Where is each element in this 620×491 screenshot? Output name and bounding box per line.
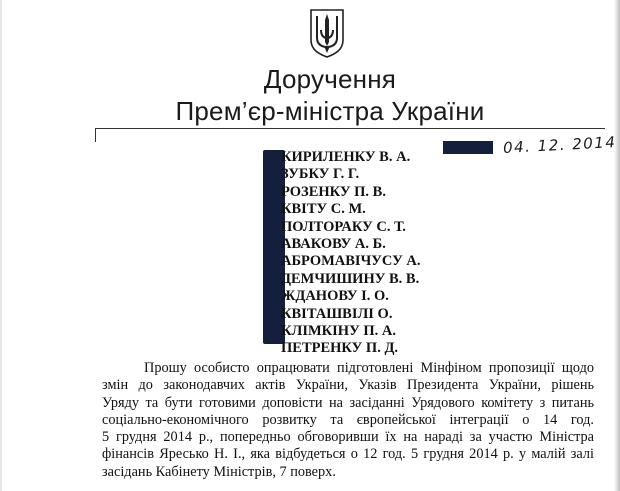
page-edge-left (0, 0, 2, 491)
header-rule (95, 128, 605, 129)
paragraph-line-3: Уряду та бути готовими доповісти на засіданні Урядового комітету з питань (102, 394, 594, 411)
addressee-10: КВІТАШВІЛІ О. (281, 305, 393, 322)
addressee-8: ДЕМЧИШИНУ В. В. (281, 270, 420, 287)
addressee-11: КЛІМКІНУ П. А. (281, 322, 396, 339)
addressee-3: РОЗЕНКУ П. В. (281, 183, 386, 200)
addressee-7: АБРОМАВІЧУСУ А. (281, 253, 421, 270)
addressee-9: ЖДАНОВУ І. О. (281, 288, 389, 305)
trident-emblem-icon (309, 8, 345, 58)
document-title-line-1: Доручення (263, 64, 397, 94)
addressee-list (281, 149, 421, 358)
addressee-6: АВАКОВУ А. Б. (281, 235, 386, 252)
paragraph-line-7: засідань Кабінету Міністрів, 7 поверх. (102, 463, 336, 480)
addressee-5: ПОЛТОРАКУ С. Т. (281, 218, 406, 235)
instruction-paragraph (102, 360, 594, 481)
addressee-2: ЗУБКУ Г. Г. (281, 166, 360, 183)
addressee-4: КВІТУ С. М. (281, 201, 366, 218)
paragraph-line-1: Прошу особисто опрацювати підготовлені Мінфіном пропозиції щодо (144, 360, 594, 376)
paragraph-line-6: фінансів Яресько Н. І., яка відбудеться о 12 год. 5 грудня 2014 р. у малій залі (102, 446, 594, 463)
redaction-top (443, 141, 493, 154)
paragraph-line-4: соціально-економічного розвитку та європейської інтеграції о 14 год. (102, 411, 594, 428)
document-title-line-2: Прем’єр-міністра України (175, 96, 485, 126)
addressee-1: КИРИЛЕНКУ В. А. (281, 149, 411, 165)
handwritten-date: 04. 12. 2014 (502, 133, 617, 157)
header-rule-tick (95, 128, 96, 142)
paragraph-line-5: 5 грудня 2014 р., попередньо обговоривши їх на нараді за участю Міністра (102, 429, 594, 446)
addressee-12: ПЕТРЕНКУ П. Д. (281, 340, 399, 357)
paragraph-line-2: змін до законодавчих актів України, Указів Президента України, рішень (102, 377, 594, 394)
